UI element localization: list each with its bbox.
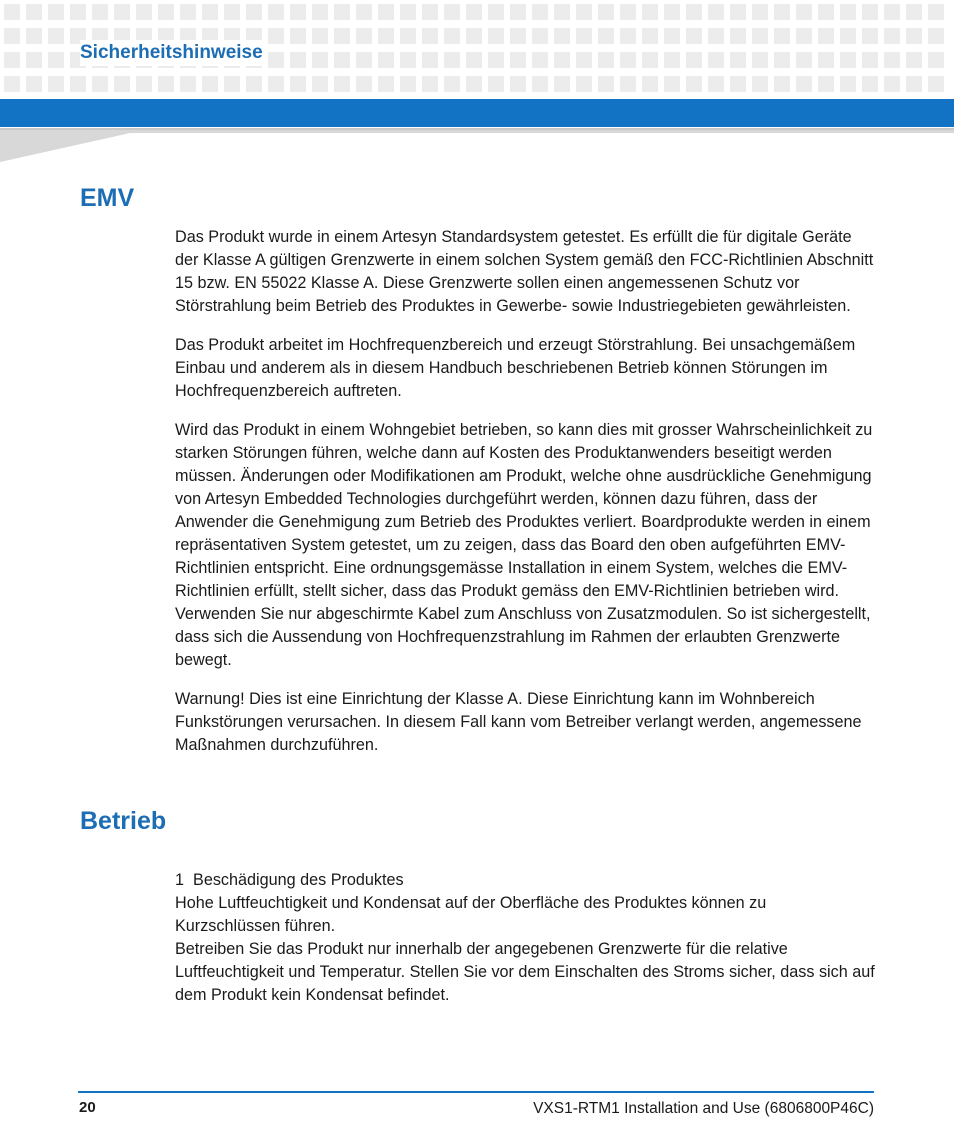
pattern-square [884,76,900,92]
pattern-square [422,52,438,68]
pattern-square [840,4,856,20]
pattern-square [664,52,680,68]
pattern-square [554,4,570,20]
pattern-square [576,28,592,44]
pattern-square [686,52,702,68]
pattern-square [840,76,856,92]
pattern-square [730,4,746,20]
pattern-square [510,76,526,92]
pattern-square [906,4,922,20]
pattern-square [224,76,240,92]
notice-line: Hohe Luftfeuchtigkeit und Kondensat auf der Oberfläche des Produktes können zu Kurzschlüssen führen. [175,894,767,935]
pattern-square [290,52,306,68]
pattern-square [774,52,790,68]
pattern-square [422,4,438,20]
pattern-square [840,28,856,44]
pattern-square [532,52,548,68]
pattern-square [334,28,350,44]
pattern-square [400,52,416,68]
pattern-square [488,52,504,68]
pattern-square [928,76,944,92]
pattern-square [268,76,284,92]
pattern-square [356,52,372,68]
pattern-square [158,4,174,20]
pattern-square [48,52,64,68]
pattern-square [400,28,416,44]
pattern-square [378,76,394,92]
pattern-row [4,76,944,92]
pattern-square [532,4,548,20]
pattern-square [928,28,944,44]
pattern-square [752,76,768,92]
pattern-row [4,4,944,20]
pattern-square [598,76,614,92]
pattern-square [312,76,328,92]
pattern-square [818,76,834,92]
pattern-square [598,4,614,20]
pattern-square [378,28,394,44]
pattern-square [268,52,284,68]
pattern-square [48,28,64,44]
pattern-square [796,4,812,20]
pattern-square [4,52,20,68]
pattern-square [818,28,834,44]
header-gray-wedge [0,128,954,162]
emv-paragraph: Das Produkt arbeitet im Hochfrequenzbereich und erzeugt Störstrahlung. Bei unsachgemäßem Einbau und anderem als in diesem Handbuch beschriebenen Betrieb können Störungen im Hochfrequenzbereich auftreten. [175,336,856,400]
pattern-square [224,4,240,20]
pattern-square [708,76,724,92]
pattern-square [686,28,702,44]
pattern-square [532,76,548,92]
pattern-square [796,52,812,68]
pattern-square [92,76,108,92]
pattern-square [4,28,20,44]
pattern-square [290,76,306,92]
pattern-square [620,4,636,20]
pattern-square [334,76,350,92]
pattern-square [554,28,570,44]
pattern-square [576,52,592,68]
pattern-square [466,52,482,68]
pattern-square [510,28,526,44]
document-title: VXS1-RTM1 Installation and Use (6806800P46C) [533,1100,874,1117]
pattern-square [752,4,768,20]
pattern-square [862,4,878,20]
notice-title [175,869,875,892]
pattern-square [202,76,218,92]
pattern-square [664,76,680,92]
emv-paragraph: Wird das Produkt in einem Wohngebiet betrieben, so kann dies mit grosser Wahrscheinlichkeit zu starken Störungen führen, welche dann auf Kosten des Produktanwenders beseitigt werden müssen. Änderungen oder Modifikationen am Produkt, welche ohne ausdrückliche Genehmigung von Artesyn Embedded Technologies durchgeführt werden, können dazu führen, dass der Anwender die Genehmigung zum Betrieb des Produktes verliert. Boardprodukte werden in einem repräsentativen System getestet, um zu zeigen, dass das Board den oben aufgeführten EMV-Richtlinien entspricht. Eine ordnungsgemässe Installation in einem System, welches die EMV-Richtlinien erfüllt, stellt sicher, dass das Produkt gemäss den EMV-Richtlinien betrieben wird. Verwenden Sie nur abgeschirmte Kabel zum Anschluss von Zusatzmodulen. So ist sichergestellt, dass sich die Aussendung von Hochfrequenzstrahlung im Rahmen der erlaubten Grenzwerte bewegt. [175,421,873,669]
pattern-square [532,28,548,44]
pattern-square [180,76,196,92]
pattern-square [246,76,262,92]
pattern-square [510,52,526,68]
pattern-square [818,52,834,68]
pattern-square [26,28,42,44]
pattern-square [312,52,328,68]
pattern-square [862,52,878,68]
pattern-square [906,76,922,92]
pattern-square [730,52,746,68]
pattern-square [158,76,174,92]
pattern-square [796,76,812,92]
pattern-square [598,28,614,44]
pattern-square [246,4,262,20]
pattern-square [114,76,130,92]
pattern-square [290,28,306,44]
pattern-square [400,76,416,92]
pattern-square [598,52,614,68]
pattern-square [752,52,768,68]
footer-rule [78,1091,874,1093]
pattern-square [356,28,372,44]
pattern-square [928,4,944,20]
pattern-square [642,52,658,68]
pattern-square [686,4,702,20]
pattern-square [268,4,284,20]
pattern-square [268,28,284,44]
pattern-square [290,4,306,20]
pattern-square [840,52,856,68]
pattern-square [554,76,570,92]
pattern-square [620,28,636,44]
pattern-square [70,4,86,20]
pattern-square [686,76,702,92]
pattern-square [70,76,86,92]
pattern-square [466,4,482,20]
pattern-square [730,28,746,44]
pattern-square [202,4,218,20]
pattern-square [26,4,42,20]
pattern-square [26,52,42,68]
pattern-square [400,4,416,20]
pattern-square [708,52,724,68]
pattern-square [708,4,724,20]
pattern-square [752,28,768,44]
pattern-square [928,52,944,68]
pattern-square [884,28,900,44]
running-header-title: Sicherheitshinweise [80,40,267,66]
pattern-square [862,76,878,92]
pattern-square [664,28,680,44]
pattern-square [356,4,372,20]
header-blue-bar [0,99,954,127]
pattern-square [642,28,658,44]
pattern-square [136,76,152,92]
page-number: 20 [79,1099,96,1116]
pattern-square [708,28,724,44]
pattern-square [422,76,438,92]
notice-number: 1 [175,871,185,889]
pattern-square [554,52,570,68]
pattern-square [620,52,636,68]
emv-body [175,226,875,773]
pattern-square [466,76,482,92]
pattern-square [4,4,20,20]
pattern-square [906,52,922,68]
pattern-square [620,76,636,92]
pattern-square [180,4,196,20]
pattern-square [818,4,834,20]
pattern-square [92,4,108,20]
pattern-square [466,28,482,44]
pattern-square [488,28,504,44]
pattern-square [48,4,64,20]
pattern-square [510,4,526,20]
pattern-square [774,4,790,20]
pattern-square [774,76,790,92]
pattern-square [884,52,900,68]
pattern-square [906,28,922,44]
pattern-square [334,52,350,68]
pattern-square [356,76,372,92]
pattern-square [642,4,658,20]
pattern-square [444,4,460,20]
pattern-square [796,28,812,44]
betrieb-body [175,869,875,1007]
pattern-square [576,4,592,20]
pattern-square [48,76,64,92]
pattern-square [730,76,746,92]
pattern-square [422,28,438,44]
pattern-square [136,4,152,20]
pattern-square [4,76,20,92]
pattern-square [774,28,790,44]
pattern-square [488,4,504,20]
emv-paragraph: Das Produkt wurde in einem Artesyn Standardsystem getestet. Es erfüllt die für digitale Geräte der Klasse A gültigen Grenzwerte in einem solchen System gemäß den FCC-Richtlinien Abschnitt 15 bzw. EN 55022 Klasse A. Diese Grenzwerte sollen einen angemessenen Schutz vor Störstrahlung beim Betrieb des Produktes in Gewerbe- sowie Industriegebieten gewährleisten. [175,228,874,315]
pattern-square [444,76,460,92]
pattern-square [642,76,658,92]
pattern-square [334,4,350,20]
pattern-square [862,28,878,44]
section-heading-emv: EMV [80,184,135,212]
pattern-square [884,4,900,20]
pattern-square [312,28,328,44]
pattern-square [26,76,42,92]
section-heading-betrieb: Betrieb [80,807,167,835]
notice-title-text: Beschädigung des Produktes [193,871,404,889]
pattern-square [664,4,680,20]
pattern-square [444,52,460,68]
notice-line: Betreiben Sie das Produkt nur innerhalb der angegebenen Grenzwerte für die relative Luftfeuchtigkeit und Temperatur. Stellen Sie vor dem Einschalten des Stroms sicher, dass sich auf dem Produkt kein Kondensat befindet. [175,940,875,1004]
pattern-square [576,76,592,92]
pattern-square [378,52,394,68]
pattern-square [444,28,460,44]
pattern-square [114,4,130,20]
pattern-square [378,4,394,20]
emv-warning-paragraph: Warnung! Dies ist eine Einrichtung der Klasse A. Diese Einrichtung kann im Wohnbereich Funkstörungen verursachen. In diesem Fall kann vom Betreiber verlangt werden, angemessene Maßnahmen durchzuführen. [175,690,862,754]
pattern-square [488,76,504,92]
pattern-square [312,4,328,20]
